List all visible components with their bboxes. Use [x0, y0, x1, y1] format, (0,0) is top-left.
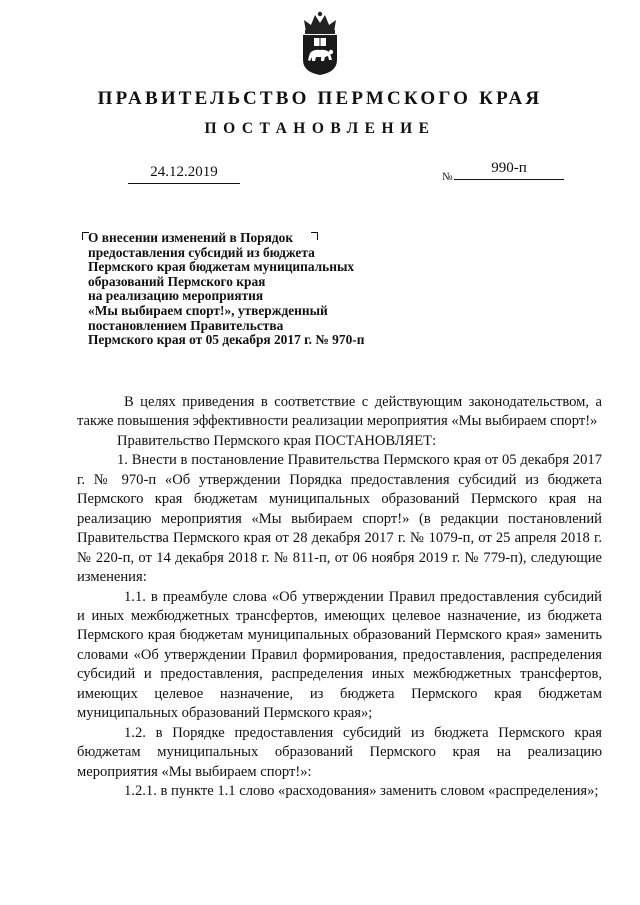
date-underline [128, 183, 240, 184]
clause-1-paragraph: 1. Внести в постановление Правительства Пермского края от 05 декабря 2017 г. № 970-п «Об утверждении Порядка предоставления субсидий из бюджета Пермского края бюджетам муниципальных образований Пермского края на реализацию мероприятия «Мы выбираем спорт!» (в редакции постановлений Правительства Пермского края от 28 декабря 2017 г. № 1079-п, от 25 апреля 2018 г. № 220-п, от 14 декабря 2018 г. № 811-п, от 06 ноября 2019 г. № 779-п), следующие изменения: [77, 452, 602, 586]
document-type: ПОСТАНОВЛЕНИЕ [204, 120, 436, 137]
subject-line: Пермского края от 05 декабря 2017 г. № 970-п [88, 332, 365, 348]
resolution-paragraph: Правительство Пермского края ПОСТАНОВЛЯЕТ: [117, 432, 437, 449]
subject-line: образований Пермского края [88, 273, 266, 289]
subject-line: предоставления субсидий из бюджета [88, 244, 315, 260]
number-underline [454, 179, 564, 180]
document-subject [88, 231, 428, 348]
document-body [77, 393, 602, 802]
subject-line: О внесении изменений в Порядок [88, 230, 294, 245]
subject-line: Пермского края бюджетам муниципальных [88, 259, 355, 275]
clause-1-1-paragraph: 1.1. в преамбуле слова «Об утверждении Правил предоставления субсидий и иных межбюджетных трансфертов, имеющих целевое назначение, из бюджета Пермского края бюджетам муниципальных образований Пермского края» заменить словами «Об утверждении Правил формирования, предоставления, распределения субсидий и предоставления, распределения иных межбюджетных трансфертов, имеющих целевое назначение, из бюджета Пермского края бюджетам муниципальных образований Пермского края»; [77, 588, 602, 722]
document-date: 24.12.2019 [150, 164, 218, 180]
preamble-paragraph: В целях приведения в соответствие с действующим законодательством, а также повышения эффективности реализации мероприятия «Мы выбираем спорт!» [77, 394, 602, 430]
number-sign: № [442, 171, 453, 183]
subject-line: на реализацию мероприятия [88, 288, 264, 304]
perm-krai-coat-of-arms-icon [298, 10, 342, 81]
document-number: 990-п [491, 160, 527, 176]
clause-1-2-1-paragraph: 1.2.1. в пункте 1.1 слово «расходования» заменить словом «распределения»; [124, 783, 599, 800]
government-title: ПРАВИТЕЛЬСТВО ПЕРМСКОГО КРАЯ [97, 88, 543, 109]
subject-line: «Мы выбираем спорт!», утвержденный [88, 302, 328, 318]
subject-line: постановлением Правительства [88, 317, 284, 333]
clause-1-2-paragraph: 1.2. в Порядке предоставления субсидий из бюджета Пермского края бюджетам муниципальных образований Пермского края на реализацию мероприятия «Мы выбираем спорт!»: [77, 724, 602, 780]
